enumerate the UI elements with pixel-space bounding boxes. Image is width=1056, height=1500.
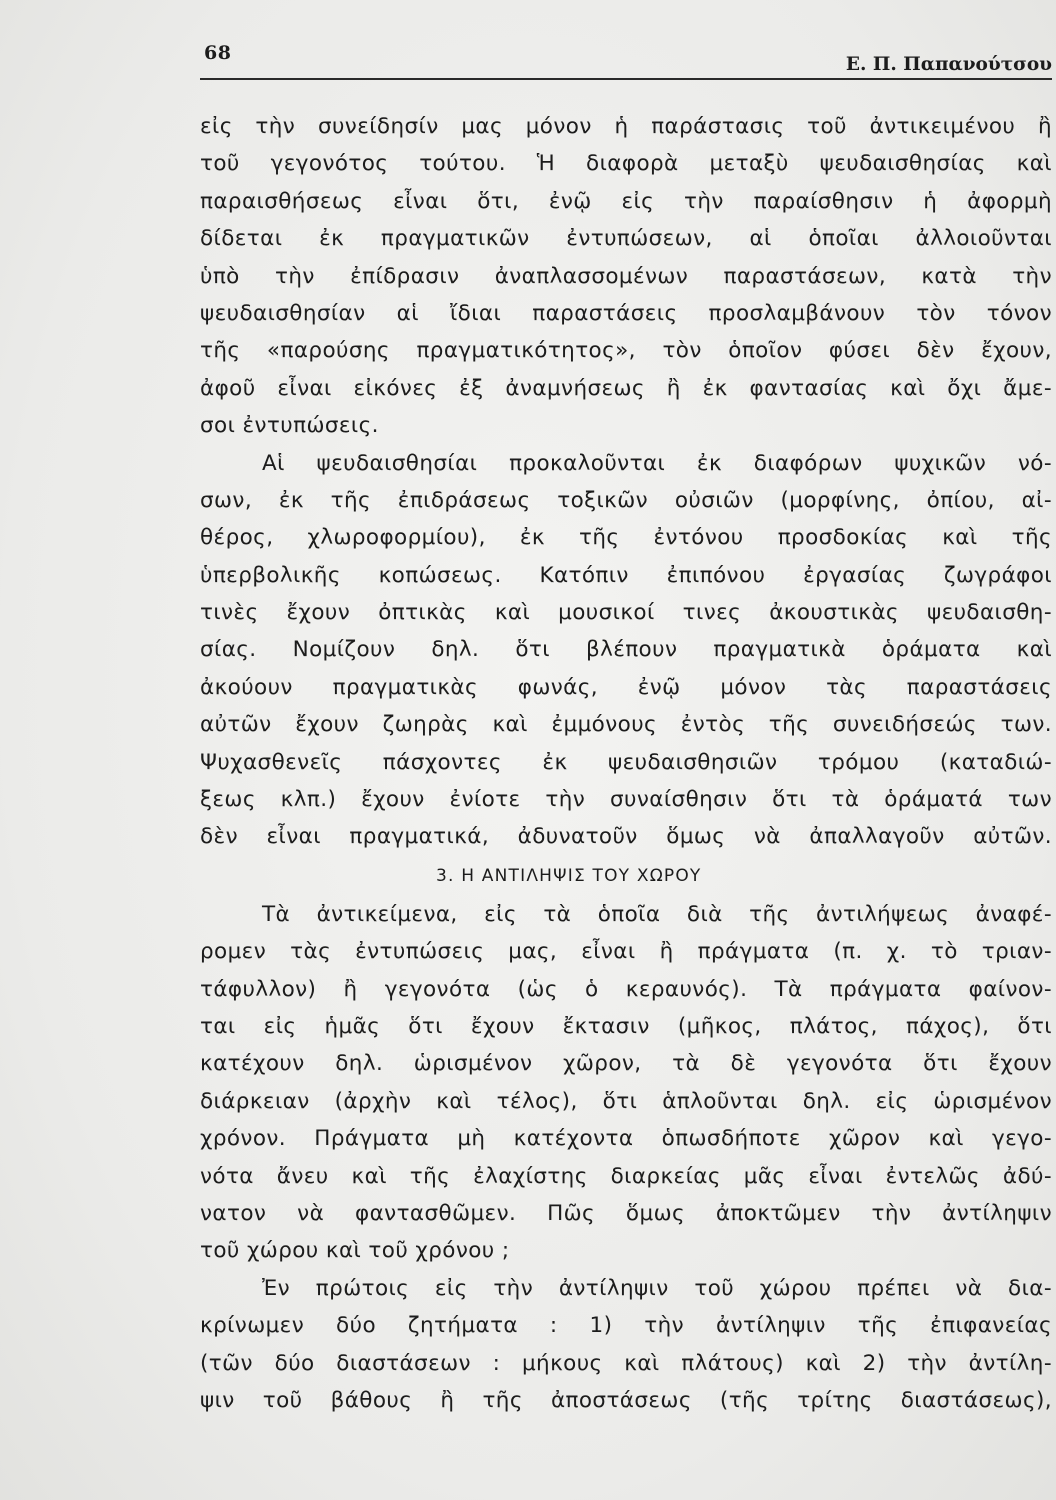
text-line: αὐτῶν ἔχουν ζωηρὰς καὶ ἐμμόνους ἐντὸς τῆς συνειδήσεώς των. [200, 712, 1052, 738]
text-line: ρομεν τὰς ἐντυπώσεις μας, εἶναι ἢ πράγματα (π. χ. τὸ τριαν- [200, 939, 1052, 965]
text-line: ψιν τοῦ βάθους ἢ τῆς ἀποστάσεως (τῆς τρίτης διαστάσεως), [200, 1387, 1052, 1413]
text-line: τοῦ χώρου καὶ τοῦ χρόνου ; [200, 1238, 510, 1264]
text-line: Ψυχασθενεῖς πάσχοντες ἐκ ψευδαισθησιῶν τρόμου (καταδιώ- [200, 749, 1052, 775]
running-head: Ε. Π. Παπανούτσου [845, 54, 1052, 75]
paragraph [200, 1270, 1052, 1420]
text-line: Αἱ ψευδαισθησίαι προκαλοῦνται ἐκ διαφόρων ψυχικῶν νό- [262, 450, 1052, 476]
text-line: σων, ἐκ τῆς ἐπιδράσεως τοξικῶν οὐσιῶν (μορφίνης, ὀπίου, αἰ- [200, 487, 1052, 513]
text-line: τινὲς ἔχουν ὀπτικὰς καὶ μουσικοί τινες ἀκουστικὰς ψευδαισθη- [200, 600, 1052, 626]
text-line: χρόνον. Πράγματα μὴ κατέχοντα ὁπωσδήποτε χῶρον καὶ γεγο- [200, 1126, 1052, 1152]
text-line: τοῦ γεγονότος τούτου. Ἡ διαφορὰ μεταξὺ ψευδαισθησίας καὶ [200, 151, 1052, 177]
text-line: ὑπὸ τὴν ἐπίδρασιν ἀναπλασσομένων παραστάσεων, κατὰ τὴν [200, 263, 1052, 289]
section-heading: 3. Η ΑΝΤΙΛΗΨΙΣ ΤΟΥ ΧΩΡΟΥ [436, 865, 702, 886]
text-line: νότα ἄνευ καὶ τῆς ἐλαχίστης διαρκείας μᾶς εἶναι ἐντελῶς ἀδύ- [200, 1163, 1052, 1189]
text-line: ψευδαισθησίαν αἱ ἴδιαι παραστάσεις προσλαμβάνουν τὸν τόνον [200, 300, 1052, 326]
text-line: κατέχουν δηλ. ὡρισμένον χῶρον, τὰ δὲ γεγονότα ὅτι ἔχουν [200, 1051, 1052, 1077]
body-text [200, 108, 1052, 1419]
text-line: ξεως κλπ.) ἔχουν ἐνίοτε τὴν συναίσθησιν ὅτι τὰ ὁράματά των [200, 787, 1052, 813]
text-line: ὑπερβολικῆς κοπώσεως. Κατόπιν ἐπιπόνου ἐργασίας ζωγράφοι [200, 562, 1052, 588]
text-line: τάφυλλον) ἢ γεγονότα (ὡς ὁ κεραυνός). Τὰ πράγματα φαίνον- [200, 976, 1052, 1002]
text-line: ται εἰς ἡμᾶς ὅτι ἔχουν ἔκτασιν (μῆκος, πλάτος, πάχος), ὅτι [200, 1013, 1052, 1039]
text-line: κρίνωμεν δύο ζητήματα : 1) τὴν ἀντίληψιν τῆς ἐπιφανείας [200, 1313, 1052, 1339]
page-number: 68 [204, 42, 232, 64]
text-line: διάρκειαν (ἀρχὴν καὶ τέλος), ὅτι ἁπλοῦνται δηλ. εἰς ὡρισμένον [200, 1088, 1052, 1114]
text-line: ἀφοῦ εἶναι εἰκόνες ἐξ ἀναμνήσεως ἢ ἐκ φαντασίας καὶ ὄχι ἄμε- [200, 375, 1052, 401]
paragraph [200, 108, 1052, 445]
text-line: Ἐν πρώτοις εἰς τὴν ἀντίληψιν τοῦ χώρου πρέπει νὰ δια- [262, 1275, 1052, 1301]
text-line: σίας. Νομίζουν δηλ. ὅτι βλέπουν πραγματικὰ ὁράματα καὶ [200, 637, 1052, 663]
text-line: δὲν εἶναι πραγματικά, ἀδυνατοῦν ὅμως νὰ ἀπαλλαγοῦν αὐτῶν. [200, 824, 1052, 850]
text-line: σοι ἐντυπώσεις. [200, 413, 379, 439]
text-line: (τῶν δύο διαστάσεων : μήκους καὶ πλάτους) καὶ 2) τὴν ἀντίλη- [200, 1350, 1052, 1376]
text-line: εἰς τὴν συνείδησίν μας μόνον ἡ παράστασις τοῦ ἀντικειμένου ἢ [200, 114, 1052, 139]
text-line: νατον νὰ φαντασθῶμεν. Πῶς ὅμως ἀποκτῶμεν τὴν ἀντίληψιν [200, 1200, 1052, 1226]
text-line: Τὰ ἀντικείμενα, εἰς τὰ ὁποῖα διὰ τῆς ἀντιλήψεως ἀναφέ- [262, 901, 1052, 927]
paragraph [200, 445, 1052, 856]
page-header [200, 34, 1052, 84]
header-rule [200, 78, 1052, 80]
text-line: παραισθήσεως εἶναι ὅτι, ἐνῷ εἰς τὴν παραίσθησιν ἡ ἀφορμὴ [200, 188, 1052, 214]
text-line: θέρος, χλωροφορμίου), ἐκ τῆς ἐντόνου προσδοκίας καὶ τῆς [200, 525, 1052, 551]
text-line: δίδεται ἐκ πραγματικῶν ἐντυπώσεων, αἱ ὁποῖαι ἀλλοιοῦνται [200, 226, 1052, 252]
paragraph [200, 896, 1052, 1270]
text-line: τῆς «παρούσης πραγματικότητος», τὸν ὁποῖον φύσει δὲν ἔχουν, [200, 338, 1052, 364]
text-line: ἀκούουν πραγματικὰς φωνάς, ἐνῷ μόνον τὰς παραστάσεις [200, 674, 1052, 700]
